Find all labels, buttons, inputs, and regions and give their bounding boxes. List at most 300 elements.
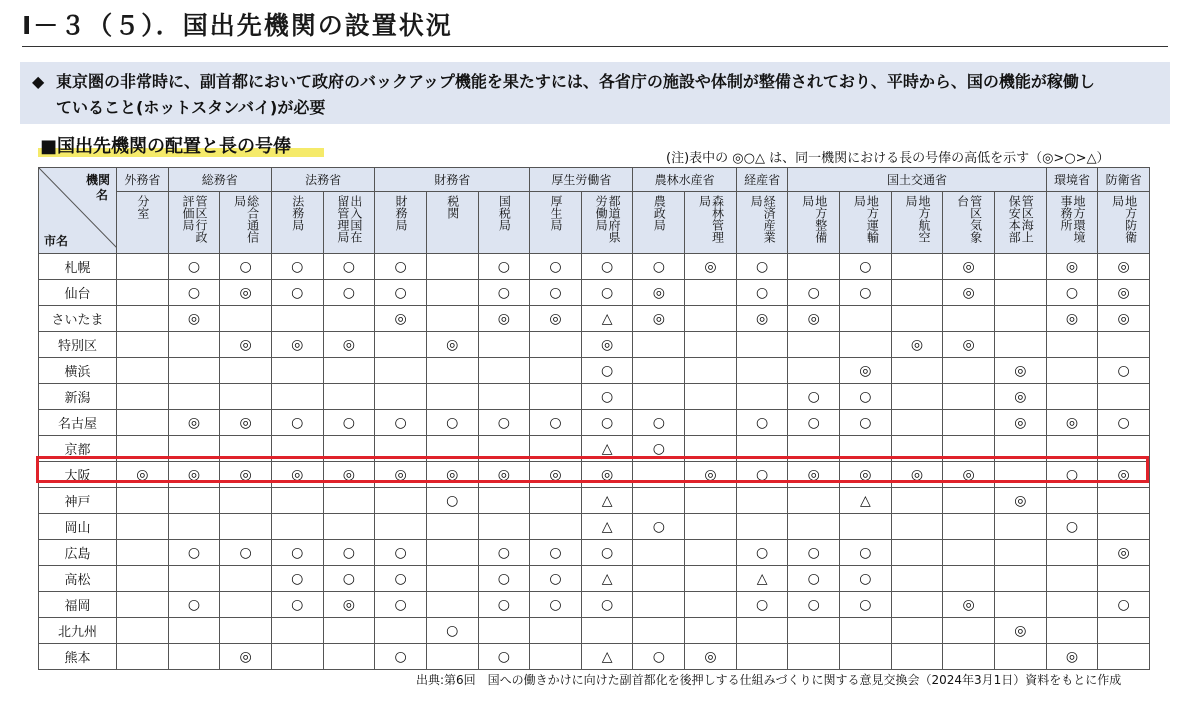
grade-cell: ◎ <box>375 462 427 488</box>
grade-cell <box>736 332 788 358</box>
grade-cell <box>271 644 323 670</box>
grade-cell <box>271 488 323 514</box>
grade-cell: ○ <box>478 254 530 280</box>
grade-cell <box>633 592 685 618</box>
grade-cell: ○ <box>168 592 220 618</box>
agency-label: 地方環境事務所 <box>1058 195 1086 243</box>
agency-header <box>220 192 272 254</box>
grade-cell <box>943 384 995 410</box>
grade-cell <box>685 280 737 306</box>
agency-header <box>426 192 478 254</box>
agency-label: 都道府県労働局 <box>594 195 622 243</box>
grade-cell <box>117 358 169 384</box>
grade-cell <box>426 384 478 410</box>
grade-cell: ○ <box>323 566 375 592</box>
city-cell: 神戸 <box>39 488 117 514</box>
grade-cell: ○ <box>1098 410 1150 436</box>
table-row <box>39 306 1150 332</box>
grade-cell <box>220 592 272 618</box>
agency-label: 地方運輸局 <box>852 195 880 243</box>
grade-cell: ○ <box>375 592 427 618</box>
grade-cell: ◎ <box>530 306 582 332</box>
grade-cell: ◎ <box>168 306 220 332</box>
grade-cell: ○ <box>375 280 427 306</box>
grade-cell: ○ <box>840 410 892 436</box>
grade-cell <box>220 566 272 592</box>
grade-cell <box>1098 332 1150 358</box>
grade-cell: ○ <box>530 280 582 306</box>
table-row <box>39 280 1150 306</box>
grade-cell <box>891 358 943 384</box>
grade-cell <box>220 358 272 384</box>
grade-cell <box>1046 436 1098 462</box>
grade-cell: ○ <box>478 644 530 670</box>
grade-cell: ◎ <box>943 592 995 618</box>
grade-cell <box>736 358 788 384</box>
grade-cell: ○ <box>375 540 427 566</box>
grade-cell <box>375 332 427 358</box>
grade-cell <box>426 436 478 462</box>
grade-cell: ◎ <box>943 332 995 358</box>
grade-cell <box>840 514 892 540</box>
grade-cell <box>840 436 892 462</box>
grade-cell: ○ <box>478 410 530 436</box>
agency-header <box>736 192 788 254</box>
grade-cell <box>220 488 272 514</box>
agency-header <box>1046 192 1098 254</box>
grade-cell: ◎ <box>994 618 1046 644</box>
grade-cell: ◎ <box>736 306 788 332</box>
grade-cell <box>426 540 478 566</box>
city-cell: 高松 <box>39 566 117 592</box>
city-cell: さいたま <box>39 306 117 332</box>
city-cell: 広島 <box>39 540 117 566</box>
grade-cell: ◎ <box>1046 410 1098 436</box>
table-row <box>39 540 1150 566</box>
agency-header <box>840 192 892 254</box>
grade-cell <box>633 566 685 592</box>
grade-cell <box>117 254 169 280</box>
grade-cell: ○ <box>168 280 220 306</box>
grade-cell: ◎ <box>220 332 272 358</box>
grade-cell <box>736 436 788 462</box>
grade-cell: ○ <box>323 254 375 280</box>
grade-cell: ○ <box>375 644 427 670</box>
grade-cell <box>633 332 685 358</box>
section-subtitle <box>40 132 291 158</box>
grade-cell <box>788 644 840 670</box>
grade-cell <box>891 488 943 514</box>
grade-cell: ○ <box>736 540 788 566</box>
grade-cell <box>788 618 840 644</box>
city-cell: 名古屋 <box>39 410 117 436</box>
city-cell: 福岡 <box>39 592 117 618</box>
grade-cell <box>271 618 323 644</box>
grade-cell: ○ <box>478 540 530 566</box>
grade-cell <box>891 410 943 436</box>
grade-cell: ◎ <box>994 488 1046 514</box>
grade-cell: ○ <box>323 540 375 566</box>
grade-cell <box>117 618 169 644</box>
table-row <box>39 618 1150 644</box>
grade-cell <box>1046 592 1098 618</box>
grade-cell <box>323 358 375 384</box>
grade-cell: ○ <box>633 254 685 280</box>
grade-cell <box>994 462 1046 488</box>
grade-cell: ◎ <box>271 332 323 358</box>
grade-cell <box>478 618 530 644</box>
ministry-header: 総務省 <box>168 168 271 192</box>
page-title: Ⅰ－３（５）．国出先機関の設置状況 <box>22 11 453 40</box>
grade-cell <box>736 618 788 644</box>
grade-cell: ○ <box>1046 462 1098 488</box>
grade-cell: ○ <box>530 592 582 618</box>
agency-label: 出入国在留管理局 <box>335 195 363 243</box>
grade-cell <box>943 618 995 644</box>
grade-cell <box>788 514 840 540</box>
grade-cell <box>891 254 943 280</box>
grade-cell: ◎ <box>1098 540 1150 566</box>
table-row <box>39 332 1150 358</box>
grade-cell <box>943 488 995 514</box>
grade-cell: ◎ <box>685 462 737 488</box>
grade-cell: ◎ <box>994 358 1046 384</box>
grade-cell: △ <box>840 488 892 514</box>
grade-cell: ◎ <box>426 462 478 488</box>
grade-cell: ○ <box>478 566 530 592</box>
grade-cell: ○ <box>530 540 582 566</box>
grade-cell <box>994 254 1046 280</box>
city-cell: 新潟 <box>39 384 117 410</box>
grade-cell: ○ <box>375 254 427 280</box>
grade-cell <box>891 280 943 306</box>
grade-cell <box>426 514 478 540</box>
grade-cell: ○ <box>633 410 685 436</box>
grade-cell: ◎ <box>168 410 220 436</box>
grade-cell <box>478 514 530 540</box>
table-row <box>39 644 1150 670</box>
summary-box <box>20 62 1170 124</box>
agency-label: 財務局 <box>394 195 409 231</box>
grade-cell: ○ <box>840 384 892 410</box>
grade-cell <box>1046 384 1098 410</box>
grade-cell <box>1046 540 1098 566</box>
grade-cell <box>117 332 169 358</box>
grade-cell: ○ <box>375 410 427 436</box>
grade-cell <box>685 410 737 436</box>
grade-cell: ◎ <box>840 462 892 488</box>
grade-cell: ○ <box>426 488 478 514</box>
grade-cell <box>168 644 220 670</box>
grade-cell <box>685 618 737 644</box>
grade-cell <box>117 306 169 332</box>
source-citation: 出典:第6回 国への働きかけに向けた副首都化を後押しする仕組みづくりに関する意見交換会（2024年3月1日）資料をもとに作成 <box>416 673 1122 687</box>
grade-cell: ○ <box>426 618 478 644</box>
grade-cell: ◎ <box>1098 306 1150 332</box>
grade-cell: ◎ <box>581 462 633 488</box>
grade-cell: ○ <box>271 592 323 618</box>
grade-cell: ◎ <box>633 280 685 306</box>
grade-cell <box>994 514 1046 540</box>
grade-cell <box>943 514 995 540</box>
grade-cell: ◎ <box>943 254 995 280</box>
grade-cell <box>426 306 478 332</box>
agency-header <box>788 192 840 254</box>
grade-cell <box>530 332 582 358</box>
grade-cell <box>1098 644 1150 670</box>
ministry-header: 法務省 <box>271 168 374 192</box>
grade-cell <box>891 644 943 670</box>
grade-cell <box>685 358 737 384</box>
grade-cell: ○ <box>581 592 633 618</box>
agency-header-row <box>39 192 1150 254</box>
grade-cell <box>530 644 582 670</box>
grade-cell <box>994 280 1046 306</box>
grade-cell <box>994 540 1046 566</box>
grade-cell <box>117 644 169 670</box>
grade-cell <box>788 332 840 358</box>
grade-cell: ◎ <box>788 462 840 488</box>
grade-cell: ○ <box>736 462 788 488</box>
grade-cell <box>168 566 220 592</box>
grade-cell: ◎ <box>323 462 375 488</box>
agency-label: 地方航空局 <box>904 195 932 243</box>
grade-cell: ◎ <box>891 332 943 358</box>
ministry-header: 財務省 <box>375 168 530 192</box>
grade-cell <box>478 488 530 514</box>
ministry-header: 厚生労働省 <box>530 168 633 192</box>
grade-cell <box>736 514 788 540</box>
grade-cell: ◎ <box>840 358 892 384</box>
grade-cell <box>788 254 840 280</box>
grade-cell <box>478 358 530 384</box>
grade-cell <box>633 358 685 384</box>
grade-cell: ◎ <box>323 592 375 618</box>
corner-header <box>39 168 117 254</box>
diamond-bullet-icon: ◆ <box>32 72 45 91</box>
grade-cell: ○ <box>788 566 840 592</box>
city-cell: 大阪 <box>39 462 117 488</box>
grade-cell <box>685 566 737 592</box>
ministry-header: 農林水産省 <box>633 168 736 192</box>
agency-header <box>685 192 737 254</box>
grade-cell: ◎ <box>1046 306 1098 332</box>
grade-cell: ○ <box>581 280 633 306</box>
agency-label: 経済産業局 <box>749 195 777 243</box>
grade-cell <box>633 488 685 514</box>
grade-cell <box>530 488 582 514</box>
table-row <box>39 488 1150 514</box>
grade-cell <box>530 384 582 410</box>
table-row <box>39 436 1150 462</box>
grade-cell: ◎ <box>994 410 1046 436</box>
grade-cell <box>117 436 169 462</box>
table-row <box>39 254 1150 280</box>
agency-header <box>994 192 1046 254</box>
ministry-header: 国土交通省 <box>788 168 1046 192</box>
grade-cell <box>840 644 892 670</box>
grade-cell: ○ <box>581 254 633 280</box>
grade-cell <box>168 436 220 462</box>
grade-cell <box>375 618 427 644</box>
grade-cell: ○ <box>271 280 323 306</box>
grade-cell: ○ <box>840 592 892 618</box>
grade-cell <box>117 592 169 618</box>
grade-cell <box>426 566 478 592</box>
grade-cell <box>581 618 633 644</box>
ministry-header-row <box>39 168 1150 192</box>
grade-cell: ◎ <box>943 462 995 488</box>
agency-header <box>168 192 220 254</box>
grade-cell: ◎ <box>478 306 530 332</box>
grade-cell <box>375 358 427 384</box>
grade-cell <box>633 540 685 566</box>
grade-cell <box>891 384 943 410</box>
grade-cell: ◎ <box>1046 254 1098 280</box>
agency-header <box>117 192 169 254</box>
grade-cell: ○ <box>271 540 323 566</box>
agency-label: 法務局 <box>290 195 305 231</box>
grade-cell: ○ <box>633 644 685 670</box>
grade-cell <box>685 436 737 462</box>
grade-cell <box>943 358 995 384</box>
grade-cell: ○ <box>168 254 220 280</box>
city-cell: 横浜 <box>39 358 117 384</box>
grade-cell <box>271 436 323 462</box>
grade-cell <box>220 306 272 332</box>
grade-cell: ◎ <box>220 462 272 488</box>
grade-cell <box>943 566 995 592</box>
grade-cell: △ <box>581 306 633 332</box>
grade-cell: △ <box>736 566 788 592</box>
grade-cell <box>478 436 530 462</box>
city-cell: 岡山 <box>39 514 117 540</box>
grade-cell <box>323 436 375 462</box>
grade-cell <box>426 358 478 384</box>
agency-header <box>1098 192 1150 254</box>
grade-cell <box>943 540 995 566</box>
grade-cell <box>323 514 375 540</box>
grade-cell: ○ <box>788 280 840 306</box>
grade-cell <box>994 592 1046 618</box>
grade-cell: ◎ <box>168 462 220 488</box>
grade-cell: ○ <box>1046 514 1098 540</box>
grade-cell <box>323 618 375 644</box>
grade-cell <box>994 644 1046 670</box>
grade-cell: ◎ <box>788 306 840 332</box>
grade-cell <box>685 514 737 540</box>
grade-cell: ○ <box>220 540 272 566</box>
grade-cell <box>271 514 323 540</box>
grade-cell: ○ <box>736 410 788 436</box>
grade-cell: ○ <box>840 280 892 306</box>
grade-cell: ○ <box>581 410 633 436</box>
grade-cell: ○ <box>220 254 272 280</box>
grade-cell <box>840 332 892 358</box>
grade-cell <box>943 644 995 670</box>
grade-cell: ◎ <box>994 384 1046 410</box>
grade-cell: ○ <box>633 436 685 462</box>
grade-cell <box>736 384 788 410</box>
summary-line-1: 東京圏の非常時に、副首都において政府のバックアップ機能を果たすには、各省庁の施設や体制が整備されており、平時から、国の機能が稼働し <box>56 72 1095 91</box>
ministry-header: 経産省 <box>736 168 788 192</box>
grade-cell <box>426 254 478 280</box>
grade-cell: ◎ <box>633 306 685 332</box>
agency-header <box>943 192 995 254</box>
grade-cell <box>117 410 169 436</box>
grade-cell: ◎ <box>478 462 530 488</box>
grade-cell: ○ <box>581 358 633 384</box>
grade-cell <box>685 332 737 358</box>
grade-cell <box>1046 358 1098 384</box>
table-row <box>39 358 1150 384</box>
grade-cell <box>840 306 892 332</box>
grade-cell <box>685 384 737 410</box>
grade-cell <box>788 358 840 384</box>
grade-cell <box>323 488 375 514</box>
grade-cell: ○ <box>530 254 582 280</box>
grade-cell: ◎ <box>1098 462 1150 488</box>
grade-cell: ○ <box>426 410 478 436</box>
agency-label: 農政局 <box>652 195 667 231</box>
grade-cell <box>1098 436 1150 462</box>
grade-cell <box>943 436 995 462</box>
grade-cell: ◎ <box>426 332 478 358</box>
grade-cell: ○ <box>581 384 633 410</box>
grade-cell: ○ <box>323 410 375 436</box>
table-row <box>39 592 1150 618</box>
agency-header <box>633 192 685 254</box>
grade-cell <box>168 618 220 644</box>
grade-cell <box>736 644 788 670</box>
agency-label: 分室 <box>135 195 150 219</box>
grade-cell <box>117 540 169 566</box>
grade-cell: ○ <box>736 254 788 280</box>
grade-cell: ◎ <box>1098 280 1150 306</box>
agency-label: 管区気象台 <box>955 195 983 243</box>
city-cell: 仙台 <box>39 280 117 306</box>
agency-label: 厚生局 <box>549 195 563 231</box>
grade-cell: △ <box>581 566 633 592</box>
grade-cell: ◎ <box>1046 644 1098 670</box>
grade-cell: ○ <box>1098 358 1150 384</box>
grade-cell <box>685 488 737 514</box>
grade-cell <box>117 280 169 306</box>
grade-cell <box>117 514 169 540</box>
grade-cell <box>220 618 272 644</box>
grade-cell <box>685 306 737 332</box>
agency-label: 管区行政評価局 <box>180 195 208 243</box>
grade-cell <box>891 436 943 462</box>
grade-cell <box>943 410 995 436</box>
grade-cell: ◎ <box>220 410 272 436</box>
grade-cell <box>168 384 220 410</box>
grade-cell <box>426 592 478 618</box>
agency-label: 森林管理局 <box>697 195 725 243</box>
grade-cell <box>891 566 943 592</box>
grade-cell <box>530 618 582 644</box>
grade-cell: ○ <box>736 280 788 306</box>
agency-header <box>530 192 582 254</box>
grade-cell: ◎ <box>581 332 633 358</box>
corner-label-agency: 機関 <box>85 173 110 187</box>
grade-cell: ◎ <box>530 462 582 488</box>
grade-cell <box>117 488 169 514</box>
grade-cell: ○ <box>271 566 323 592</box>
grade-cell <box>168 358 220 384</box>
grade-cell: ◎ <box>375 306 427 332</box>
grade-cell: ○ <box>323 280 375 306</box>
